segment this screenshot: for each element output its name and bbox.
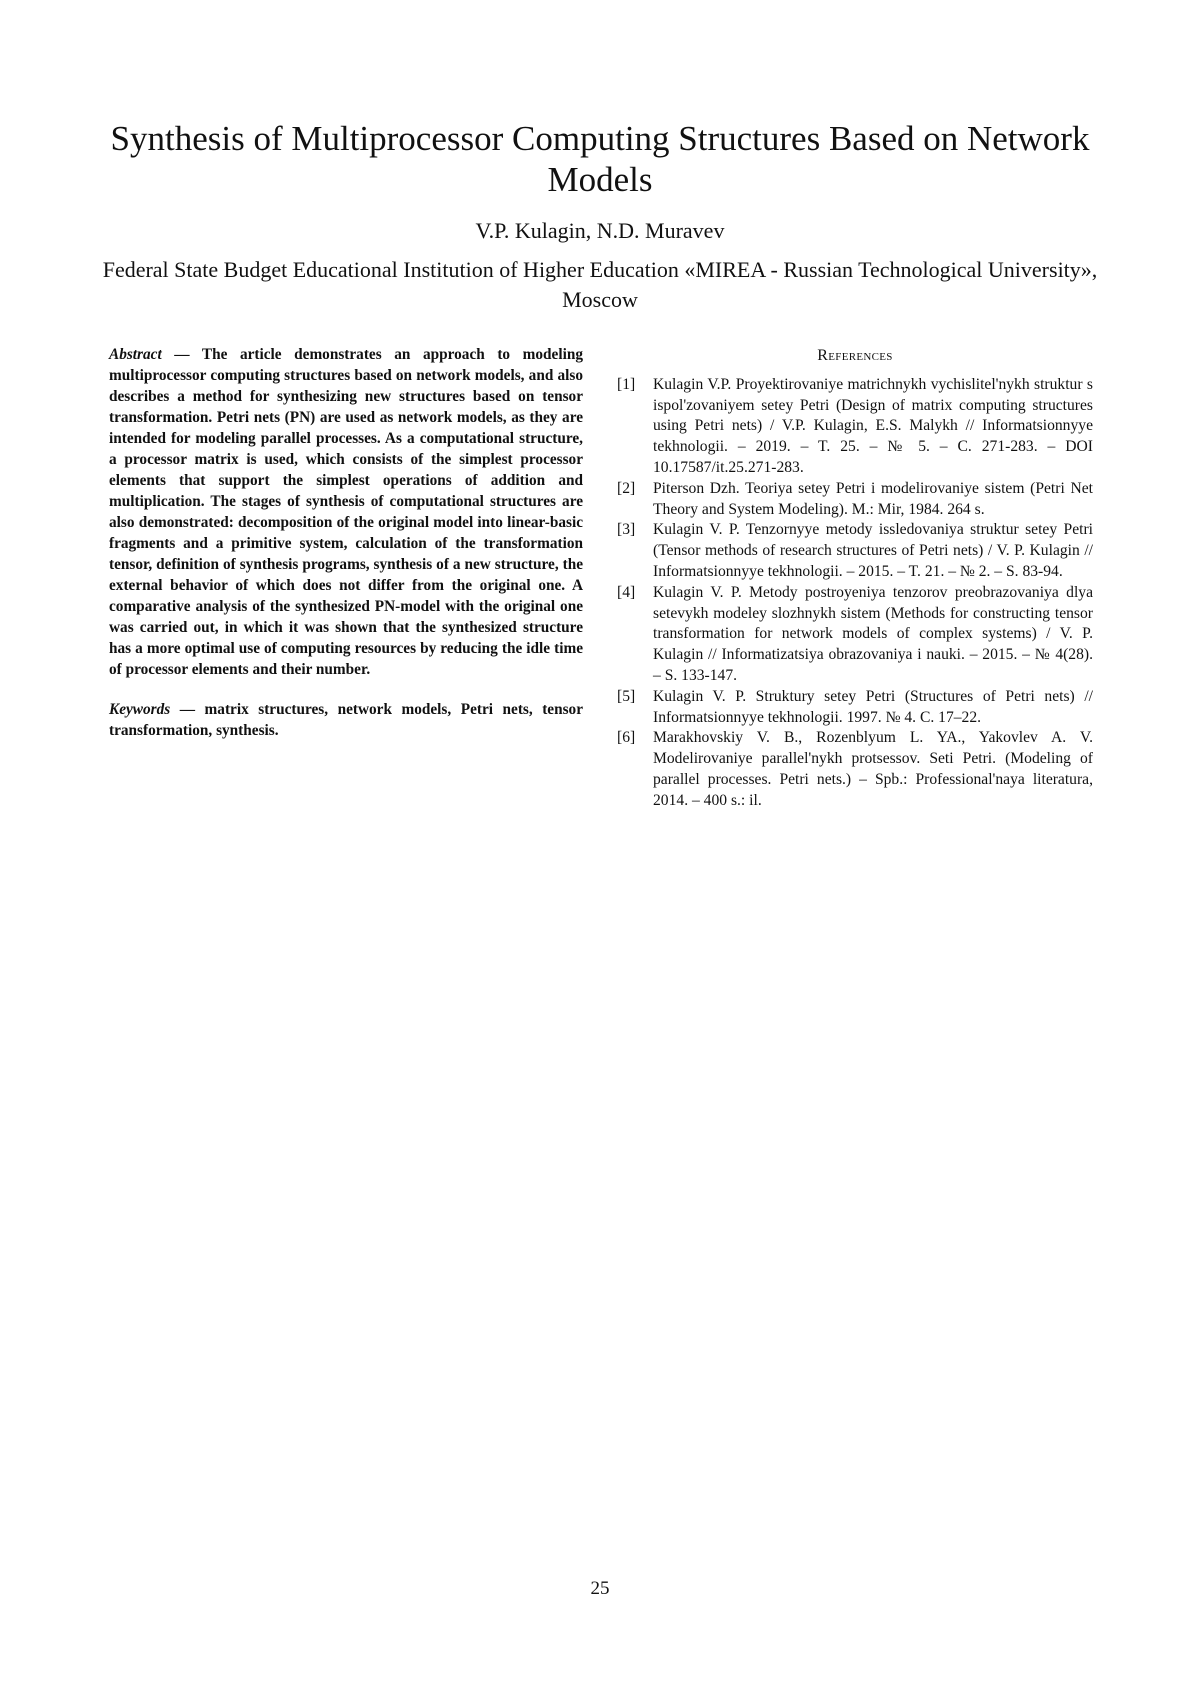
reference-number: [5] xyxy=(617,687,636,705)
reference-item xyxy=(617,583,1093,687)
paper-authors: V.P. Kulagin, N.D. Muravev xyxy=(475,218,725,243)
reference-item xyxy=(617,687,1093,729)
abstract-column xyxy=(109,344,583,741)
reference-number: [4] xyxy=(617,583,636,601)
reference-item xyxy=(617,375,1093,479)
reference-number: [3] xyxy=(617,521,636,539)
reference-number: [2] xyxy=(617,479,636,497)
reference-number: [1] xyxy=(617,375,636,393)
reference-text: Kulagin V. P. Tenzornyye metody issledovaniya struktur setey Petri (Tensor methods of research structures of Petri nets) / V. P. Kulagin // Informatsionnyye tekhnologii. – 2015. – T. 21. – № 2. – S. 83-94. xyxy=(653,521,1093,580)
references-list xyxy=(617,375,1093,812)
abstract-label: Abstract xyxy=(109,346,162,363)
references-column xyxy=(617,346,1093,812)
reference-text: Piterson Dzh. Teoriya setey Petri i modelirovaniye sistem (Petri Net Theory and System Modeling). M.: Mir, 1984. 264 s. xyxy=(653,479,1093,518)
paper-title: Synthesis of Multiprocessor Computing Structures Based on Network Models xyxy=(110,119,1090,199)
author-affiliation: Federal State Budget Educational Institution of Higher Education «MIREA - Russian Technological University», Moscow xyxy=(102,257,1098,312)
abstract-text: — The article demonstrates an approach to modeling multiprocessor computing structures based on network models, and also describes a method for synthesizing new structures based on tensor transformation. Petri nets (PN) are used as network models, as they are intended for modeling parallel processes. As a computational structure, a processor matrix is used, which consists of the simplest processor elements that support the simplest operations of addition and multiplication. The stages of synthesis of computational structures are also demonstrated: decomposition of the original model into linear-basic fragments and a primitive system, calculation of the transformation tensor, definition of synthesis programs, synthesis of a new structure, the external behavior of which does not differ from the original one. A comparative analysis of the synthesized PN-model with the original one was carried out, in which it was shown that the synthesized structure has a more optimal use of computing resources by reducing the idle time of processor elements and their number. xyxy=(109,346,583,678)
page-number: 25 xyxy=(590,1578,610,1599)
reference-text: Kulagin V. P. Struktury setey Petri (Structures of Petri nets) // Informatsionnyye tekhnologii. 1997. № 4. C. 17–22. xyxy=(653,687,1093,726)
references-heading: References xyxy=(817,347,893,364)
reference-item xyxy=(617,728,1093,811)
reference-text: Marakhovskiy V. B., Rozenblyum L. YA., Yakovlev A. V. Modelirovaniye parallel'nykh protsessov. Seti Petri. (Modeling of parallel processes. Petri nets.) – Spb.: Professional'naya literatura, 2014. – 400 s.: il. xyxy=(653,729,1093,809)
reference-item xyxy=(617,479,1093,521)
reference-text: Kulagin V.P. Proyektirovaniye matrichnykh vychislitel'nykh struktur s ispol'zovaniyem setey Petri (Design of matrix computing structures using Petri nets) / V.P. Kulagin, E.S. Malykh // Informatsionnyye tekhnologii. – 2019. – T. 25. – № 5. – C. 271-283. – DOI 10.17587/it.25.271-283. xyxy=(653,375,1093,476)
keywords-text: — matrix structures, network models, Petri nets, tensor transformation, synthesis. xyxy=(109,701,583,739)
reference-text: Kulagin V. P. Metody postroyeniya tenzorov preobrazovaniya dlya setevykh modeley slozhnykh sistem (Methods for constructing tensor transformation for network models of complex systems) / V. P. Kulagin // Informatizatsiya obrazovaniya i nauki. – 2015. – № 4(28). – S. 133-147. xyxy=(653,583,1093,684)
keywords-label: Keywords xyxy=(109,701,171,718)
reference-item xyxy=(617,520,1093,582)
abstract-paragraph xyxy=(109,344,583,680)
reference-number: [6] xyxy=(617,729,636,747)
keywords-paragraph xyxy=(109,699,583,741)
